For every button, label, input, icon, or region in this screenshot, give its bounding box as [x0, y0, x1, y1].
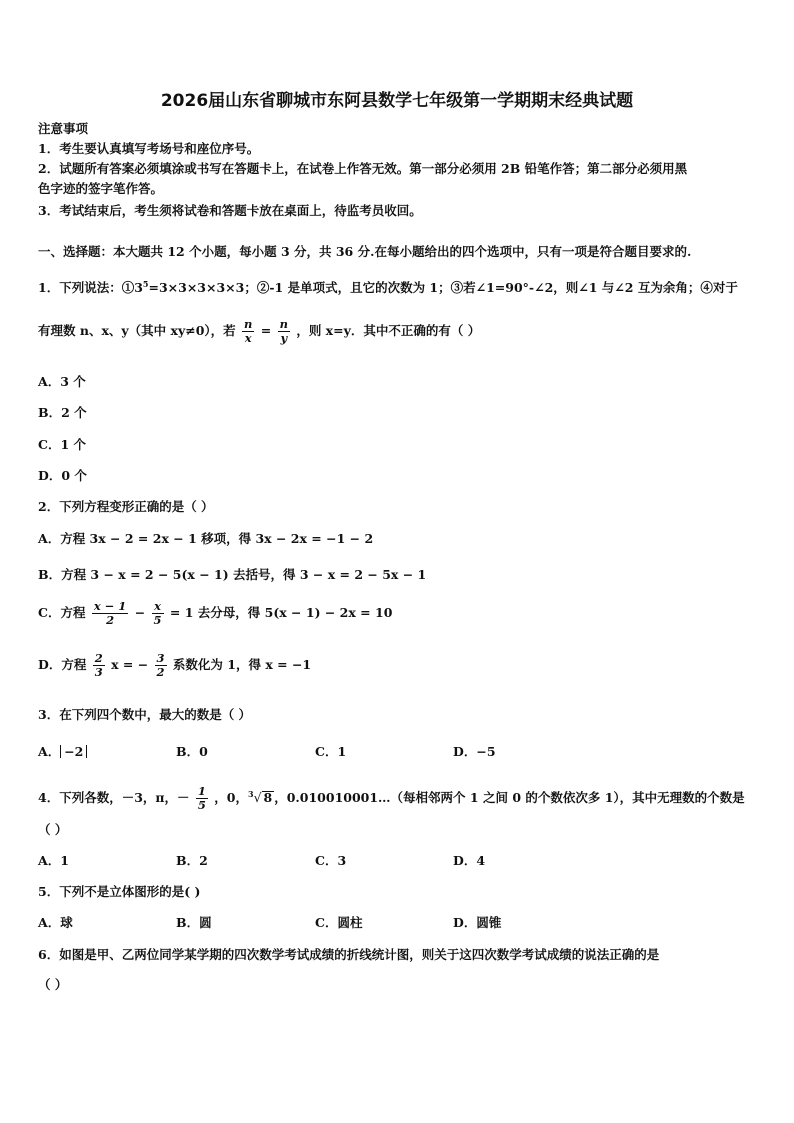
fraction: $\frac{n}{y}$ [279, 317, 288, 345]
fraction: $\frac{n}{x}$ [244, 317, 253, 345]
question-1-stem: 1．下列说法：$①3^5=3\times 3\times 3\times 3\times 3$；②-1 是单项式，且它的次数为 1；③若∠1=90°-∠2，则∠1 与∠2 互为余角；④对于 [38, 279, 738, 296]
question-2-stem: 2．下列方程变形正确的是（ ） [38, 499, 214, 514]
option-b: B．2 个 [38, 405, 87, 420]
question-6-stem-line2: （ ） [38, 977, 68, 992]
absolute-value: −2 [60, 745, 87, 758]
question-5-stem: 5．下列不是立体图形的是( ) [38, 884, 201, 899]
fraction: $\frac{x}{5}$ [153, 599, 162, 627]
question-4-stem-line2: （ ） [38, 822, 68, 837]
option-b: B．圆 [176, 915, 212, 930]
question-6-stem: 6．如图是甲、乙两位同学某学期的四次数学考试成绩的折线统计图，则关于这四次数学考试成绩的说法正确的是 [38, 947, 660, 962]
question-1-stem-line2: 有理数 n、x、y（其中 xy≠0），若 $\frac{n}{x}$ = $\frac{n}{y}$ ，则 x=y．其中不正确的有（ ） [38, 317, 481, 345]
question-4-stem: 4．下列各数，－3，π，－ $\frac{1}{5}$ ，0，$^3$√ 8 ，0.010010001…（每相邻两个 1 之间 0 的个数依次多 1），其中无理数的个数是 [38, 784, 745, 812]
option-a: A．球 [38, 915, 73, 930]
notice-item: 2．试题所有答案必须填涂或书写在答题卡上，在试卷上作答无效。第一部分必须用 2B 铅笔作答；第二部分必须用黑 [38, 161, 688, 176]
option-c: C．方程 $\frac{x - 1}{2}$ − $\frac{x}{5}$ = 1 去分母，得 5(x − 1) − 2x = 10 [38, 599, 393, 627]
fraction: $\frac{x - 1}{2}$ [93, 599, 127, 627]
option-d: D．4 [453, 853, 486, 868]
option-d: D．0 个 [38, 468, 87, 483]
page-title: 2026届山东省聊城市东阿县数学七年级第一学期期末经典试题 [160, 91, 634, 111]
option-a: A． −2 [38, 744, 87, 760]
fraction: $\frac{3}{2}$ [156, 651, 165, 679]
option-c: C．3 [315, 853, 347, 868]
section-heading: 一、选择题：本大题共 12 个小题，每小题 3 分，共 36 分.在每小题给出的四个选项中，只有一项是符合题目要求的. [38, 244, 692, 259]
option-c: C．圆柱 [315, 915, 363, 930]
option-c: C．1 [315, 744, 347, 759]
option-a: A．方程 3x − 2 = 2x − 1 移项，得 3x − 2x = −1 − 2 [38, 531, 374, 546]
option-b: B．2 [176, 853, 208, 868]
notice-item: 3．考试结束后，考生须将试卷和答题卡放在桌面上，待监考员收回。 [38, 203, 422, 218]
fraction: $\frac{2}{3}$ [94, 651, 103, 679]
notice-item: 1．考生要认真填写考场号和座位序号。 [38, 141, 260, 156]
question-3-stem: 3．在下列四个数中，最大的数是（ ） [38, 707, 252, 722]
option-b: B．0 [176, 744, 208, 759]
notice-item: 色字迹的签字笔作答。 [38, 181, 164, 196]
cube-root: 8 [263, 790, 273, 805]
option-c: C．1 个 [38, 437, 86, 452]
option-d: D．−5 [453, 744, 496, 759]
fraction: $\frac{1}{5}$ [197, 784, 206, 812]
notice-heading: 注意事项 [38, 121, 89, 136]
option-a: A．3 个 [38, 374, 86, 389]
option-b: B．方程 3 − x = 2 − 5(x − 1) 去括号，得 3 − x = 2 − 5x − 1 [38, 567, 427, 582]
option-d: D．圆锥 [453, 915, 502, 930]
option-d: D．方程 $\frac{2}{3}$ x = − $\frac{3}{2}$ 系数化为 1，得 x = −1 [38, 651, 312, 679]
option-a: A．1 [38, 853, 69, 868]
